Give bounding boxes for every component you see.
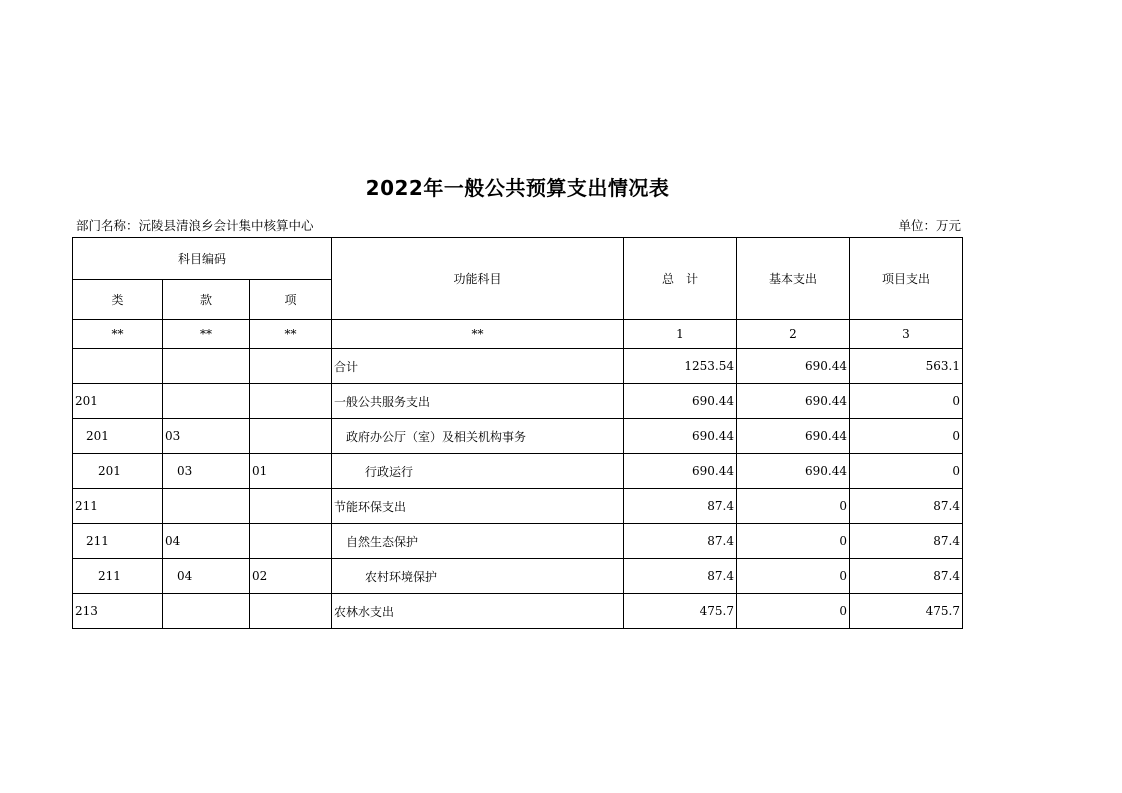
cell-total: 690.44: [624, 384, 737, 419]
cell-xiang: [250, 419, 332, 454]
cell-lei: 201: [73, 454, 163, 489]
index-cell: **: [332, 320, 624, 349]
budget-table: [72, 237, 963, 629]
department-label: 部门名称：沅陵县清浪乡会计集中核算中心: [76, 218, 314, 233]
cell-kuan: 03: [163, 454, 250, 489]
cell-lei: 201: [73, 419, 163, 454]
index-cell: 1: [624, 320, 737, 349]
header-subject: 功能科目: [332, 238, 624, 320]
cell-project: 87.4: [850, 559, 963, 594]
cell-project: 87.4: [850, 489, 963, 524]
index-cell: **: [250, 320, 332, 349]
cell-basic: 0: [737, 594, 850, 629]
header-lei: 类: [73, 280, 163, 320]
cell-kuan: [163, 489, 250, 524]
cell-lei: 211: [73, 559, 163, 594]
unit-label: 单位：万元: [898, 218, 961, 233]
cell-kuan: 04: [163, 559, 250, 594]
index-row: [73, 320, 963, 349]
table-row: [73, 594, 963, 629]
cell-basic: 0: [737, 489, 850, 524]
cell-basic: 690.44: [737, 384, 850, 419]
cell-xiang: 01: [250, 454, 332, 489]
cell-total: 1253.54: [624, 349, 737, 384]
cell-subject: 农林水支出: [332, 594, 624, 629]
header-kuan: 款: [163, 280, 250, 320]
cell-xiang: [250, 524, 332, 559]
cell-subject: 自然生态保护: [332, 524, 624, 559]
cell-project: 0: [850, 454, 963, 489]
cell-subject: 节能环保支出: [332, 489, 624, 524]
cell-basic: 690.44: [737, 419, 850, 454]
cell-xiang: 02: [250, 559, 332, 594]
cell-subject: 一般公共服务支出: [332, 384, 624, 419]
index-cell: 2: [737, 320, 850, 349]
cell-kuan: [163, 594, 250, 629]
cell-project: 563.1: [850, 349, 963, 384]
cell-total: 690.44: [624, 419, 737, 454]
cell-subject: 合计: [332, 349, 624, 384]
cell-subject: 行政运行: [332, 454, 624, 489]
table-row: [73, 489, 963, 524]
table-row: [73, 524, 963, 559]
table-row: [73, 454, 963, 489]
cell-total: 475.7: [624, 594, 737, 629]
cell-xiang: [250, 349, 332, 384]
cell-subject: 政府办公厅（室）及相关机构事务: [332, 419, 624, 454]
index-cell: **: [163, 320, 250, 349]
cell-kuan: [163, 384, 250, 419]
index-cell: 3: [850, 320, 963, 349]
page-title: 2022年一般公共预算支出情况表: [365, 176, 670, 200]
cell-lei: 211: [73, 524, 163, 559]
cell-basic: 690.44: [737, 349, 850, 384]
cell-total: 690.44: [624, 454, 737, 489]
header-xiang: 项: [250, 280, 332, 320]
cell-lei: 213: [73, 594, 163, 629]
cell-project: 87.4: [850, 524, 963, 559]
cell-kuan: 03: [163, 419, 250, 454]
header-code-group: 科目编码: [73, 238, 332, 280]
table-row: [73, 559, 963, 594]
cell-project: 0: [850, 384, 963, 419]
cell-project: 0: [850, 419, 963, 454]
table-row: [73, 419, 963, 454]
cell-kuan: [163, 349, 250, 384]
cell-basic: 0: [737, 559, 850, 594]
cell-lei: 201: [73, 384, 163, 419]
cell-total: 87.4: [624, 524, 737, 559]
table-row: [73, 384, 963, 419]
cell-project: 475.7: [850, 594, 963, 629]
table-row: [73, 349, 963, 384]
cell-lei: [73, 349, 163, 384]
cell-basic: 690.44: [737, 454, 850, 489]
cell-total: 87.4: [624, 559, 737, 594]
cell-subject: 农村环境保护: [332, 559, 624, 594]
cell-xiang: [250, 594, 332, 629]
cell-basic: 0: [737, 524, 850, 559]
header-row-1: [73, 238, 963, 280]
header-basic: 基本支出: [737, 238, 850, 320]
header-total: 总 计: [624, 238, 737, 320]
cell-xiang: [250, 384, 332, 419]
cell-kuan: 04: [163, 524, 250, 559]
index-cell: **: [73, 320, 163, 349]
cell-xiang: [250, 489, 332, 524]
header-project: 项目支出: [850, 238, 963, 320]
cell-total: 87.4: [624, 489, 737, 524]
cell-lei: 211: [73, 489, 163, 524]
